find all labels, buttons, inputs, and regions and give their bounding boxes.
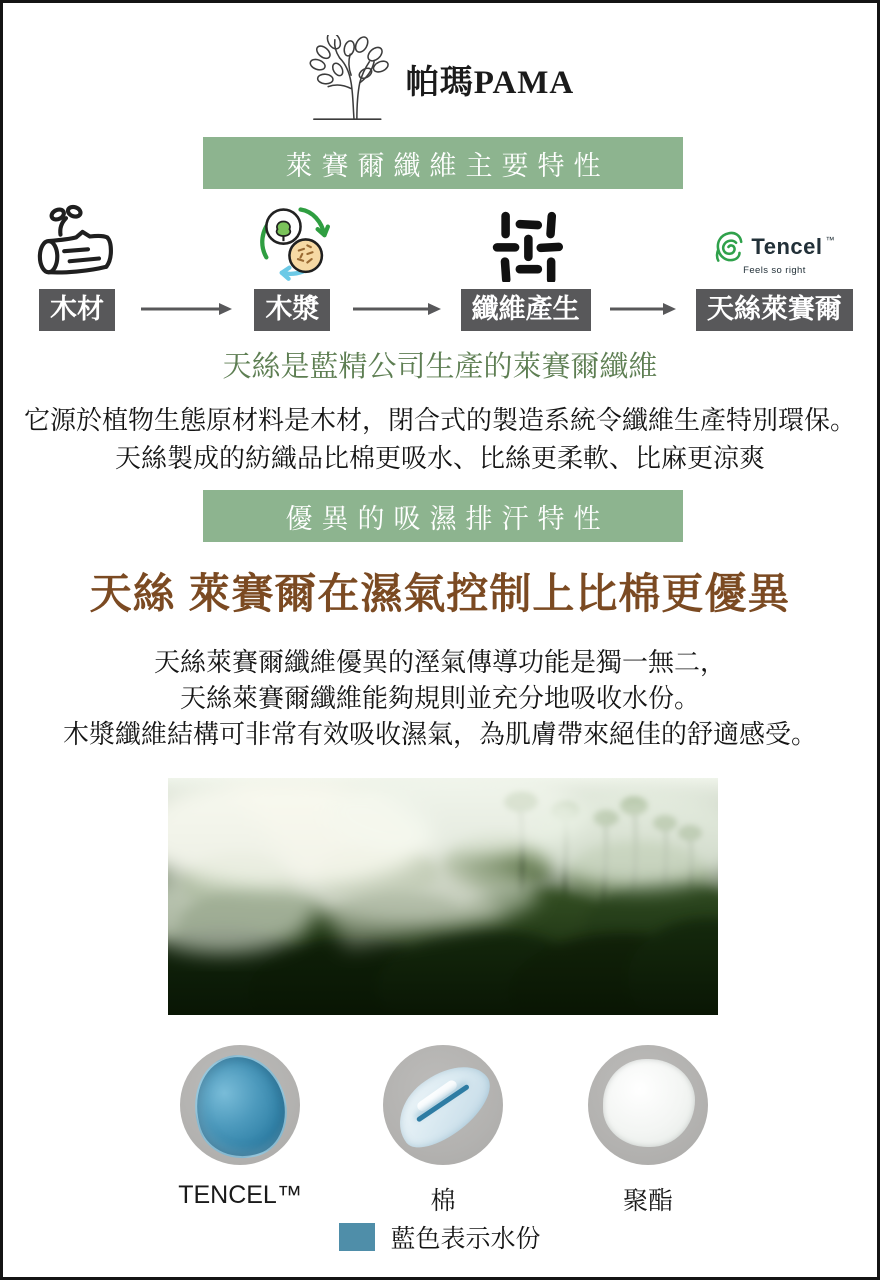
flow-step-wood: [33, 202, 121, 331]
moisture-line-2: 天絲萊賽爾纖維能夠規則並充分地吸收水份。: [179, 683, 700, 713]
intro-line-1: 它源於植物生態原材料是木材，閉合式的製造系統令纖維生產特別環保。: [23, 405, 856, 435]
intro-paragraph: [3, 401, 877, 477]
sample-cotton-label: 棉: [430, 1187, 456, 1215]
blue-swatch: [339, 1223, 375, 1251]
log-icon: [33, 202, 121, 282]
flow-step-fiber: [461, 202, 591, 331]
sample-tencel-photo: [180, 1045, 300, 1165]
tencel-tagline: Feels so right: [743, 265, 806, 276]
water-blob-none: [603, 1059, 695, 1147]
sample-cotton-photo: [383, 1045, 503, 1165]
arrow-right-icon: [351, 301, 443, 317]
sample-polyester-photo: [588, 1045, 708, 1165]
production-flow: [33, 213, 853, 331]
banner-text: 優異的吸濕排汗特性: [285, 503, 610, 534]
arrow-right-icon: [139, 301, 234, 317]
banner-text: 萊賽爾纖維主要特性: [285, 150, 610, 181]
brand-name: 帕瑪PAMA: [405, 64, 575, 101]
flow-label-wood: 木材: [39, 289, 115, 331]
tencel-wordmark: Tencel: [751, 234, 823, 259]
fiber-weave-icon: [489, 202, 563, 282]
brand-header: [3, 35, 877, 123]
section-banner-features: [203, 137, 683, 189]
moisture-line-3: 木漿纖維結構可非常有效吸收濕氣，為肌膚帶來絕佳的舒適感受。: [62, 719, 817, 749]
flow-label-pulp: 木漿: [254, 289, 330, 331]
legend-text: 藍色表示水份: [390, 1225, 541, 1253]
sample-tencel: [180, 1045, 300, 1210]
flow-label-tencel: 天絲萊賽爾: [696, 289, 853, 331]
moisture-paragraph: [3, 644, 877, 752]
section-banner-moisture: [203, 490, 683, 542]
intro-line-2: 天絲製成的紡織品比棉更吸水、比絲更柔軟、比麻更涼爽: [114, 443, 765, 473]
flow-step-pulp: [251, 202, 333, 331]
flow-step-tencel: [696, 202, 853, 331]
moisture-line-1: 天絲萊賽爾纖維優異的溼氣傳導功能是獨一無二，: [153, 647, 726, 677]
water-legend: [3, 1219, 877, 1255]
moisture-headline: 天絲 萊賽爾在濕氣控制上比棉更優異: [89, 570, 791, 617]
trademark-symbol: ™: [825, 235, 835, 245]
flow-label-fiber: 纖維產生: [461, 289, 591, 331]
tree-logo-icon: [306, 35, 402, 123]
arrow-right-icon: [608, 301, 678, 317]
water-blob-partial: [384, 1049, 503, 1160]
water-blob-full: [180, 1045, 300, 1165]
pulp-recycle-icon: [251, 202, 333, 282]
forest-hero-image: [168, 778, 718, 1015]
sample-polyester-label: 聚酯: [622, 1187, 673, 1215]
sample-polyester: [588, 1045, 708, 1217]
sample-cotton: [383, 1045, 503, 1217]
tencel-brand-logo: [714, 202, 834, 282]
tencel-leaf-icon: [714, 230, 748, 264]
sample-tencel-label: TENCEL™: [178, 1181, 302, 1209]
green-subtitle: 天絲是藍精公司生產的萊賽爾纖維: [222, 351, 658, 383]
